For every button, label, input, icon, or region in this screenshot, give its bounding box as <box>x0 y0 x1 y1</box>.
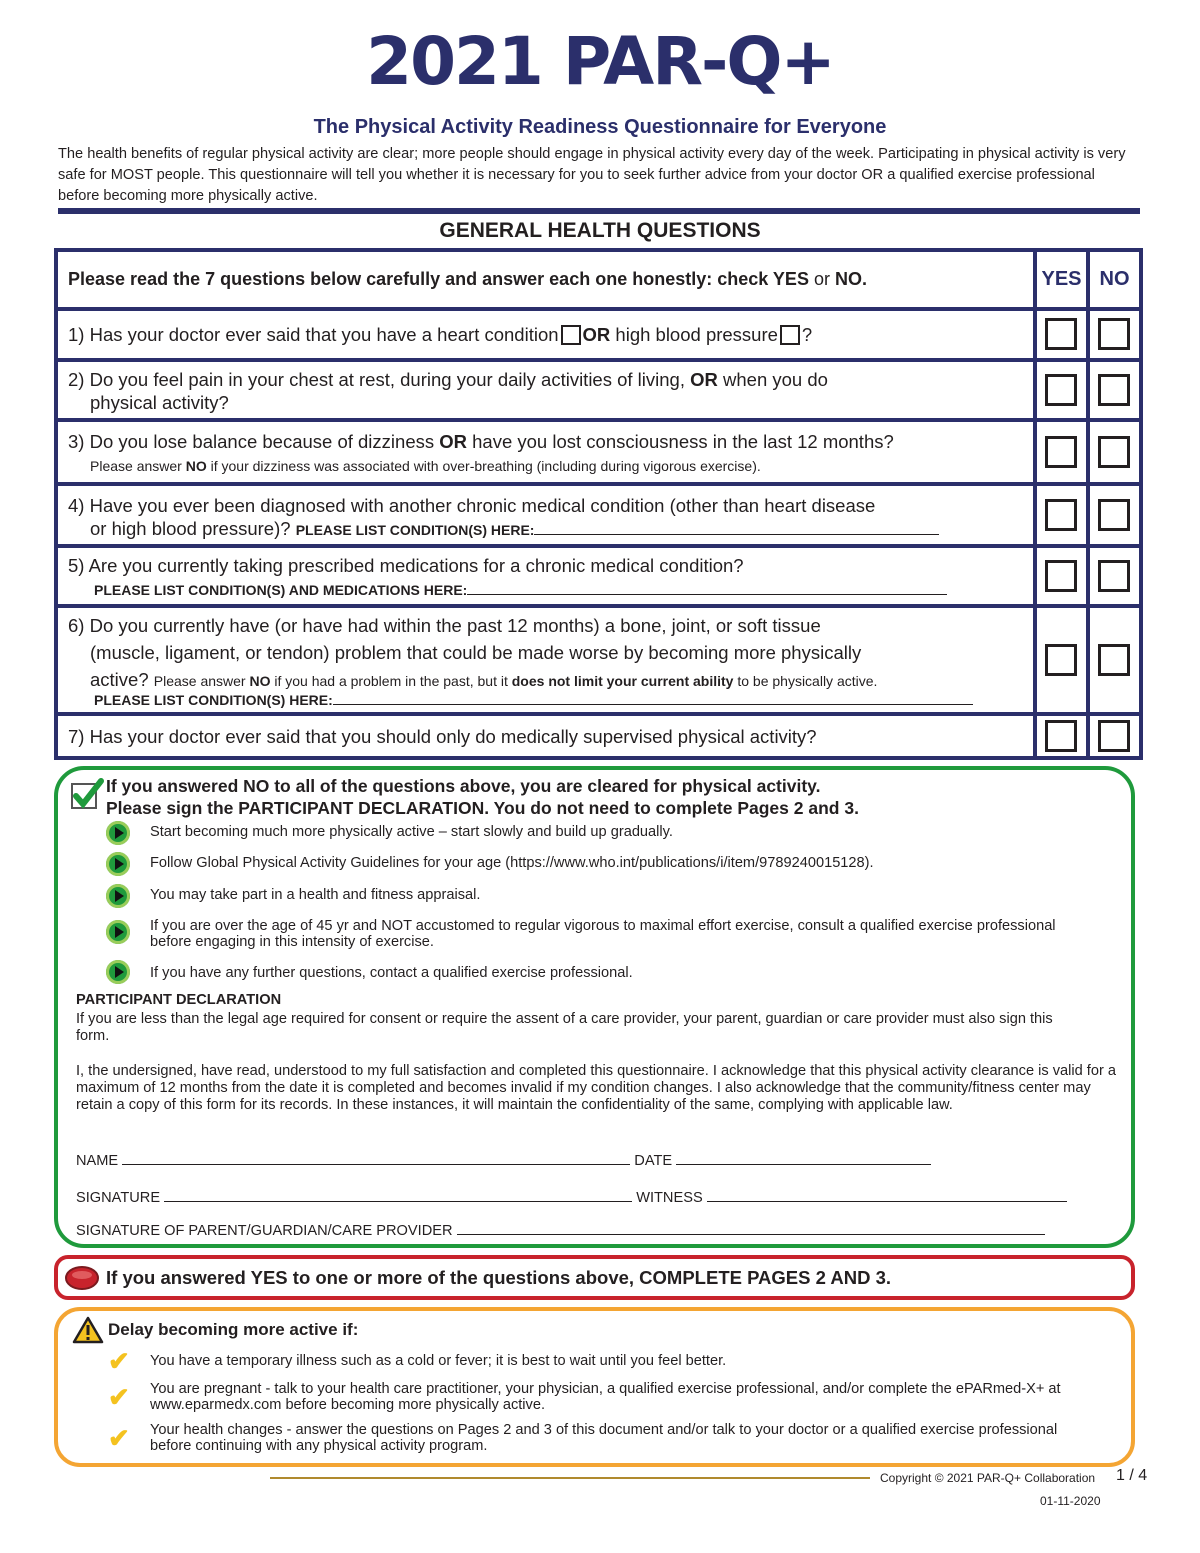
name-field[interactable] <box>122 1148 630 1165</box>
yes-column-header: YES <box>1037 252 1086 307</box>
signature-field[interactable] <box>164 1185 632 1202</box>
witness-field[interactable] <box>707 1185 1067 1202</box>
page-title: 2021 PAR-Q+ <box>366 23 834 100</box>
q2-no-checkbox[interactable] <box>1098 374 1130 406</box>
q7-no-checkbox[interactable] <box>1098 720 1130 752</box>
q7-yes-checkbox[interactable] <box>1045 720 1077 752</box>
footer-divider <box>270 1477 870 1479</box>
intro-text: The health benefits of regular physical activity are clear; more people should engage in physical activity every day of the week. Participating in physical activity is very safe for MOST people. This questionnaire will tell you whether it is necessary for you to seek further advice from your doctor OR a qualified exercise professional before becoming more physically active. <box>58 146 1126 204</box>
declaration-body-text: I, the undersigned, have read, understood to my full satisfaction and completed this questionnaire. I acknowledge that this physical activity clearance is valid for a maximum of 12 months from the date it is completed and becomes invalid if my condition changes. I also acknowledge that the community/fitness center may retain a copy of this form for its records. In these instances, it will maintain the confidentiality of the same, complying with applicable law. <box>76 1063 1116 1113</box>
question-3: 3) Do you lose balance because of dizziness OR have you lost consciousness in the last 12 months? Please answer NO if your dizziness was associated with over-breathing (including during vigorous exercise). <box>58 422 1033 482</box>
cleared-bullet-5: If you have any further questions, contact a qualified exercise professional. <box>150 965 633 981</box>
delay-item-1: You have a temporary illness such as a cold or fever; it is best to wait until you feel better. <box>150 1353 727 1369</box>
delay-title: Delay becoming more active if: <box>108 1320 359 1339</box>
delay-item-3: Your health changes - answer the questions on Pages 2 and 3 of this document and/or talk to your doctor or a qualified exercise professional before continuing with any physical activity program. <box>150 1422 1058 1454</box>
heart-condition-checkbox[interactable] <box>561 325 581 345</box>
form-date: 01-11-2020 <box>1040 1494 1101 1508</box>
checkmark-icon: ✔ <box>108 1382 130 1412</box>
warning-icon <box>72 1316 104 1344</box>
stop-icon <box>64 1265 100 1291</box>
question-2: 2) Do you feel pain in your chest at rest, during your daily activities of living, OR when you do physical activity? <box>58 362 1033 418</box>
blood-pressure-checkbox[interactable] <box>780 325 800 345</box>
question-5: 5) Are you currently taking prescribed medications for a chronic medical condition? PLEASE LIST CONDITION(S) AND MEDICATIONS HERE: <box>58 548 1033 604</box>
play-arrow-icon <box>106 852 130 876</box>
date-field[interactable] <box>676 1148 931 1165</box>
play-arrow-icon <box>106 821 130 845</box>
q1-yes-checkbox[interactable] <box>1045 318 1077 350</box>
section-title: GENERAL HEALTH QUESTIONS <box>439 219 761 242</box>
q3-no-checkbox[interactable] <box>1098 436 1130 468</box>
q5-medications-field[interactable] <box>467 578 947 595</box>
cleared-bullet-4: If you are over the age of 45 yr and NOT accustomed to regular vigorous to maximal effort exercise, consult a qualified exercise professional before engaging in this intensity of exercise. <box>150 918 1056 950</box>
parent-signature-field[interactable] <box>457 1218 1045 1235</box>
checkmark-icon: ✔ <box>108 1423 130 1453</box>
q5-yes-checkbox[interactable] <box>1045 560 1077 592</box>
declaration-title: PARTICIPANT DECLARATION <box>76 992 282 1008</box>
q6-condition-field[interactable] <box>333 688 973 705</box>
cleared-bullet-1: Start becoming much more physically active – start slowly and build up gradually. <box>150 824 673 840</box>
cleared-instruction: Please sign the PARTICIPANT DECLARATION. You do not need to complete Pages 2 and 3. <box>106 798 859 818</box>
instruction-cell: Please read the 7 questions below carefully and answer each one honestly: check YES or NO. <box>58 252 1033 307</box>
instruction-text: Please read the 7 questions below carefully and answer each one honestly: check YES <box>68 269 809 289</box>
copyright-text: Copyright © 2021 PAR-Q+ Collaboration <box>880 1471 1096 1485</box>
cleared-bullet-2: Follow Global Physical Activity Guidelines for your age (https://www.who.int/publications/i/item/9789240015128). <box>150 855 874 871</box>
checkmark-icon: ✔ <box>108 1346 130 1376</box>
witness-label: WITNESS <box>636 1190 703 1206</box>
parent-signature-label: SIGNATURE OF PARENT/GUARDIAN/CARE PROVIDER <box>76 1223 453 1239</box>
question-4: 4) Have you ever been diagnosed with another chronic medical condition (other than heart disease or high blood pressure)? PLEASE LIST CONDITION(S) HERE: <box>58 486 1033 544</box>
q4-no-checkbox[interactable] <box>1098 499 1130 531</box>
cleared-heading: If you answered NO to all of the questions above, you are cleared for physical activity. <box>106 776 821 796</box>
yes-notice-text: If you answered YES to one or more of the questions above, COMPLETE PAGES 2 AND 3. <box>106 1267 892 1288</box>
page-subtitle: The Physical Activity Readiness Questionnaire for Everyone <box>313 116 887 138</box>
play-arrow-icon <box>106 884 130 908</box>
questions-table <box>54 248 1143 760</box>
declaration-consent-text: If you are less than the legal age required for consent or require the assent of a care provider, your parent, guardian or care provider must also sign this form. <box>76 1011 1053 1044</box>
q4-yes-checkbox[interactable] <box>1045 499 1077 531</box>
delay-item-2: You are pregnant - talk to your health care practitioner, your physician, a qualified exercise professional, and/or complete the ePARmed-X+ at www.eparmedx.com before becoming more physically active. <box>150 1381 1061 1413</box>
question-7: 7) Has your doctor ever said that you should only do medically supervised physical activity? <box>58 716 1033 756</box>
q3-yes-checkbox[interactable] <box>1045 436 1077 468</box>
question-1: 1) Has your doctor ever said that you have a heart condition OR high blood pressure ? <box>58 311 1033 358</box>
q2-yes-checkbox[interactable] <box>1045 374 1077 406</box>
no-column-header: NO <box>1090 252 1139 307</box>
play-arrow-icon <box>106 960 130 984</box>
name-label: NAME <box>76 1153 119 1169</box>
play-arrow-icon <box>106 920 130 944</box>
q6-yes-checkbox[interactable] <box>1045 644 1077 676</box>
green-check-icon <box>70 778 104 812</box>
q5-no-checkbox[interactable] <box>1098 560 1130 592</box>
q4-condition-field[interactable] <box>534 518 939 535</box>
q6-no-checkbox[interactable] <box>1098 644 1130 676</box>
date-label: DATE <box>634 1153 673 1169</box>
question-6: 6) Do you currently have (or have had within the past 12 months) a bone, joint, or soft tissue (muscle, ligament, or tendon) problem that could be made worse by becoming more physically active? Please answer NO if you had a problem in the past, but it does not limit your current ability to be physically active. PLEASE LIST CONDITION(S) HERE: <box>58 608 1033 712</box>
page-number: 1 / 4 <box>1116 1467 1148 1484</box>
signature-label: SIGNATURE <box>76 1190 161 1206</box>
header-divider <box>58 208 1140 214</box>
q1-no-checkbox[interactable] <box>1098 318 1130 350</box>
cleared-bullet-3: You may take part in a health and fitness appraisal. <box>150 887 481 903</box>
